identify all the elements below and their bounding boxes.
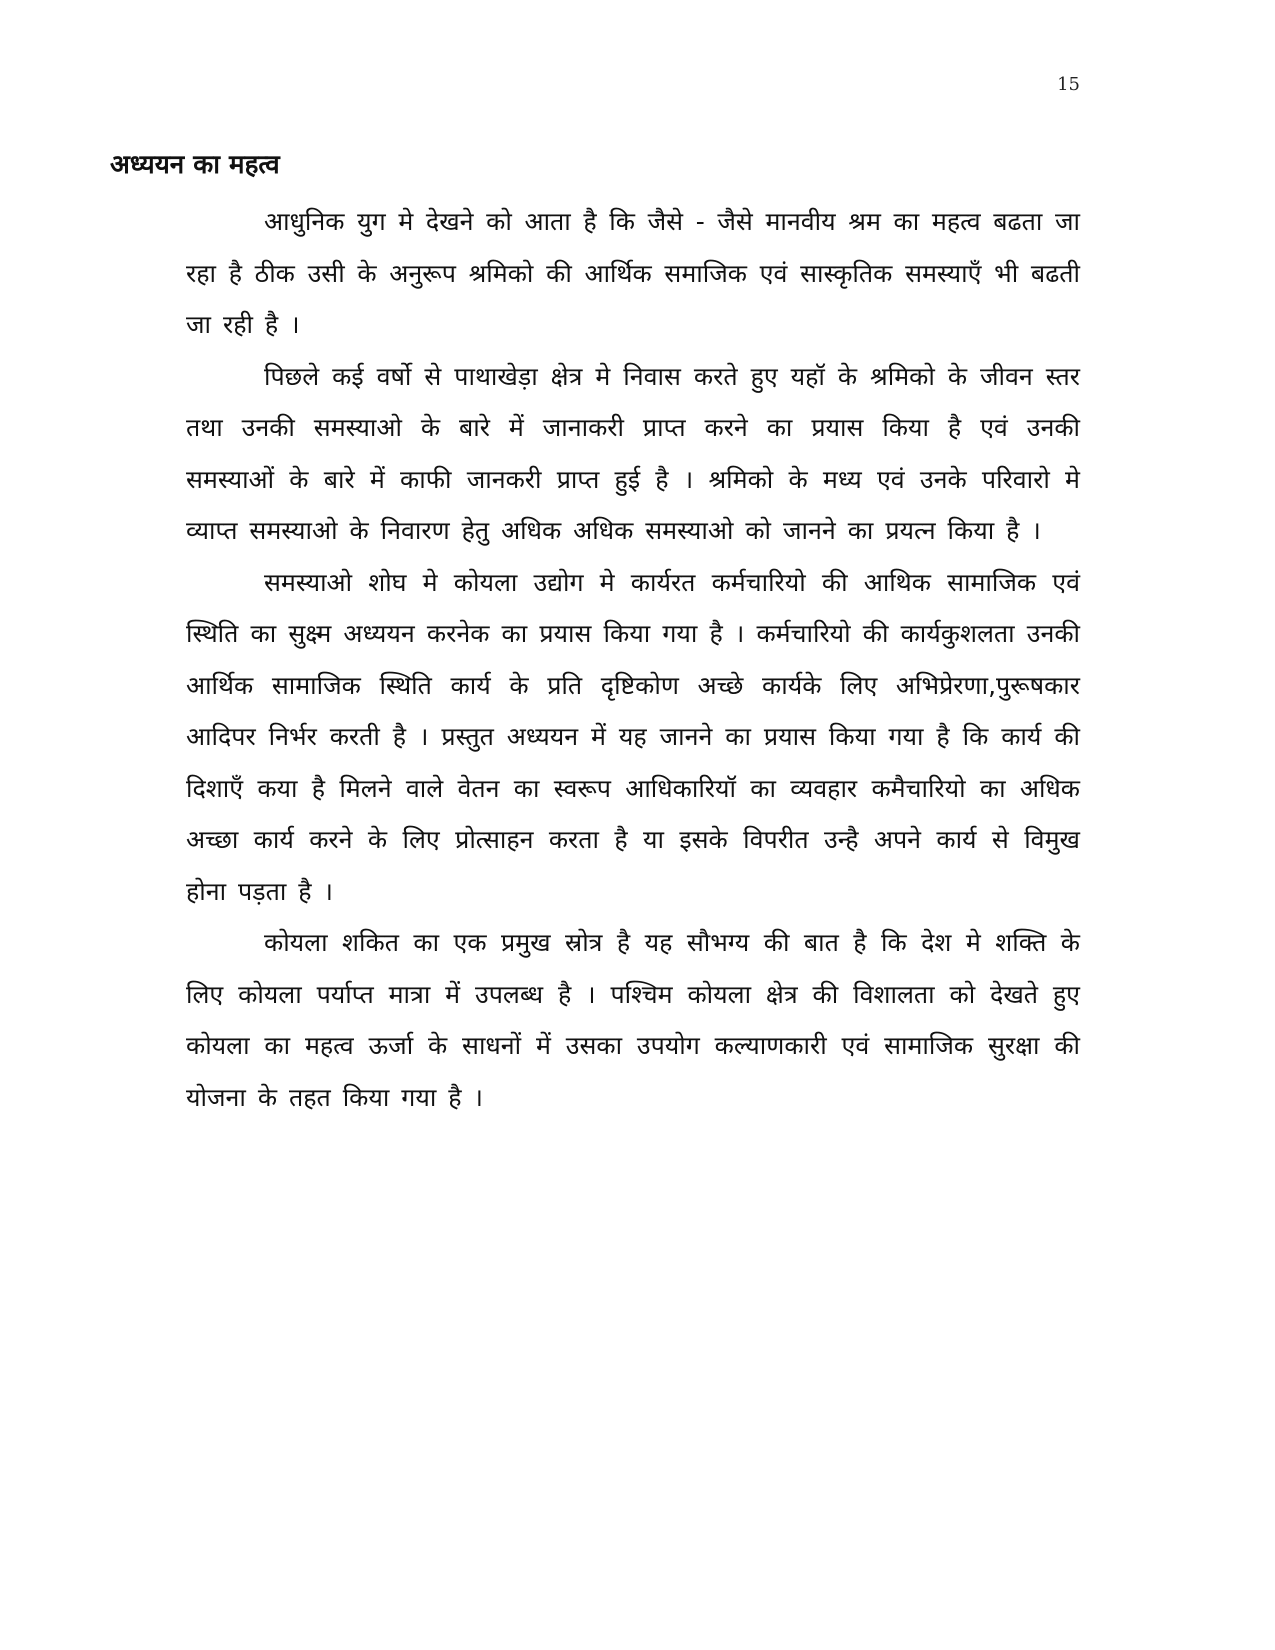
- paragraph: समस्याओ शोघ मे कोयला उद्योग मे कार्यरत कर्मचारियो की आथिक सामाजिक एवं स्थिति का सुक्ष्म अध्ययन करनेक का प्रयास किया गया है । कर्मचारियो की कार्यकुशलता उनकी आर्थिक सामाजिक स्थिति कार्य के प्रति दृष्टिकोण अच्छे कार्यके लिए अभिप्रेरणा,पुरूषकार आदिपर निर्भर करती है । प्रस्तुत अध्ययन में यह जानने का प्रयास किया गया है कि कार्य की दिशाएँ कया है मिलने वाले वेतन का स्वरूप आधिकारियॉ का व्यवहार कमैचारियो का अधिक अच्छा कार्य करने के लिए प्रोत्साहन करता है या इसके विपरीत उन्है अपने कार्य से विमुख होना पड़ता है ।: [186, 567, 1080, 906]
- paragraph: कोयला शकित का एक प्रमुख स्रोत्र है यह सौभग्य की बात है कि देश मे शक्ति के लिए कोयला पर्याप्त मात्रा में उपलब्ध है । पश्चिम कोयला क्षेत्र की विशालता को देखते हुए कोयला का महत्व ऊर्जा के साधनों में उसका उपयोग कल्याणकारी एवं सामाजिक सुरक्षा की योजना के तहत किया गया है ।: [186, 928, 1080, 1112]
- paragraph: पिछले कई वर्षो से पाथाखेड़ा क्षेत्र मे निवास करते हुए यहॉ के श्रमिको के जीवन स्तर तथा उनकी समस्याओ के बारे में जानाकरी प्राप्त करने का प्रयास किया है एवं उनकी समस्याओं के बारे में काफी जानकरी प्राप्त हुई है । श्रमिको के मध्य एवं उनके परिवारो मे व्याप्त समस्याओ के निवारण हेतु अधिक अधिक समस्याओ को जानने का प्रयत्न किया है ।: [186, 361, 1080, 545]
- paragraph: आधुनिक युग मे देखने को आता है कि जैसे - जैसे मानवीय श्रम का महत्व बढता जा रहा है ठीक उसी के अनुरूप श्रमिको की आर्थिक समाजिक एवं सास्कृतिक समस्याएँ भी बढती जा रही है ।: [186, 207, 1080, 339]
- section-heading: अध्ययन का महत्व: [110, 150, 280, 180]
- body-text: [186, 196, 1080, 1123]
- page-number: 15: [1057, 74, 1080, 95]
